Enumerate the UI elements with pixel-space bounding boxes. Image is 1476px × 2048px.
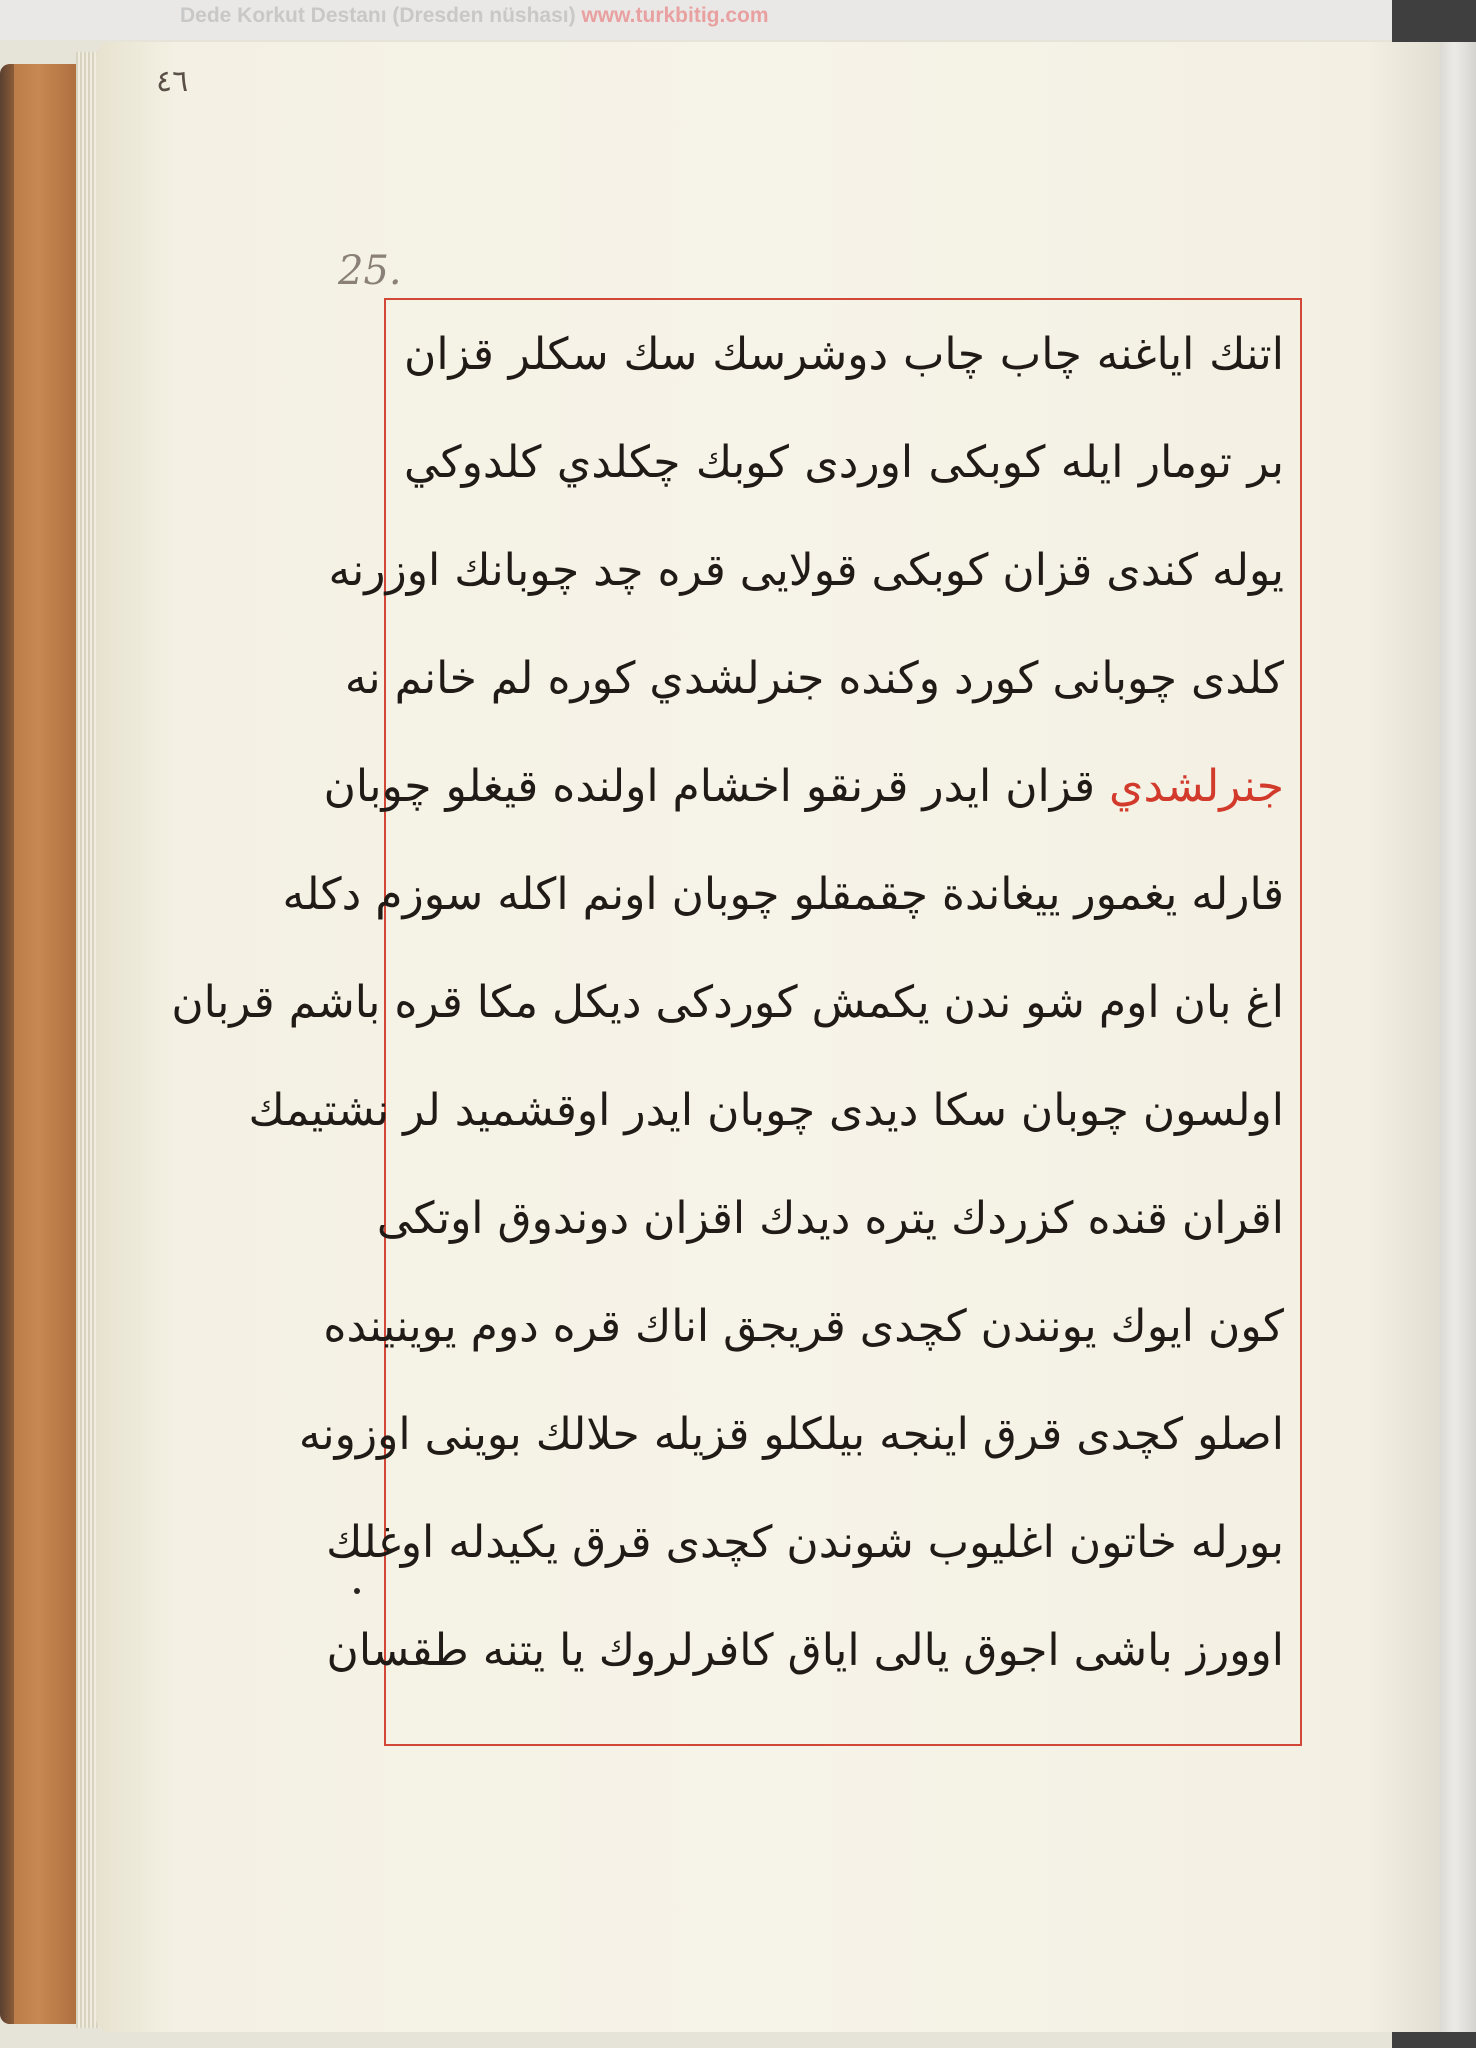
- watermark-url[interactable]: www.turkbitig.com: [581, 4, 769, 27]
- manuscript-line: [376, 1186, 1284, 1252]
- line-text: یوله کندی قزان کوبکی قولایی قره چد چوبانك اوزرنه: [328, 545, 1284, 596]
- line-text: اصلو کچدی قرق اینجه بیلکلو قزیله حلالك بوینی اوزونه: [298, 1409, 1284, 1460]
- line-text: بر تومار ایله کوبکی اوردی کوبك چكلدي كلدوكي: [404, 437, 1284, 488]
- line-text: اوورز باشی اجوق یالی ایاق کافرلروك یا یتنه طقسان: [326, 1625, 1284, 1676]
- line-text: قزان ایدر قرنقو اخشام اولنده قیغلو چوبان: [323, 761, 1096, 812]
- manuscript-line: [323, 754, 1284, 820]
- rubric-word: جنرلشدي: [1109, 761, 1284, 812]
- manuscript-line: [344, 646, 1284, 712]
- manuscript-line: [404, 322, 1284, 388]
- manuscript-line: [326, 1510, 1284, 1576]
- line-text: کلدی چوبانی کورد وکنده جنرلشدي کوره لم خانم نه: [344, 653, 1284, 704]
- line-text: اغ بان اوم شو ندن یکمش کوردکی دیکل مکا قره باشم قربان: [171, 977, 1284, 1028]
- page-number: ٤٦: [156, 64, 189, 99]
- manuscript-line: [248, 1078, 1284, 1144]
- folio-number: 25.: [338, 248, 402, 294]
- line-text: قارله یغمور ییغاندة چقمقلو چوبان اونم اکله سوزم دکله: [282, 869, 1284, 920]
- manuscript-line: [282, 862, 1284, 928]
- line-text: بورله خاتون اغلیوب شوندن کچدی قرق یکیدله اوغلك: [326, 1517, 1284, 1568]
- manuscript-line: [328, 538, 1284, 604]
- line-text: اولسون چوبان سکا دیدی چوبان ایدر اوقشمید لر نشتیمك: [248, 1085, 1284, 1136]
- line-text: اقران قنده کزردك یتره دیدك اقزان دوندوق اوتکی: [376, 1193, 1284, 1244]
- watermark-title: Dede Korkut Destanı (Dresden nüshası): [180, 4, 576, 27]
- manuscript-line: [404, 430, 1284, 496]
- manuscript-line: [323, 1294, 1284, 1360]
- watermark-text: [180, 4, 769, 28]
- manuscript-line: [298, 1402, 1284, 1468]
- manuscript-line: [326, 1618, 1284, 1684]
- line-text: کون ایوك یونندن کچدی قریجق اناك قره دوم یوینینده: [323, 1301, 1284, 1352]
- line-text: اتنك ایاغنه چاب چاب دوشرسك سك سكلر قزان: [404, 329, 1284, 380]
- book-cover-edge: [0, 64, 14, 2024]
- page-right-edge: [1440, 42, 1476, 2032]
- manuscript-line: [171, 970, 1284, 1036]
- watermark-bar: [0, 0, 1476, 40]
- margin-dot: [354, 1588, 360, 1594]
